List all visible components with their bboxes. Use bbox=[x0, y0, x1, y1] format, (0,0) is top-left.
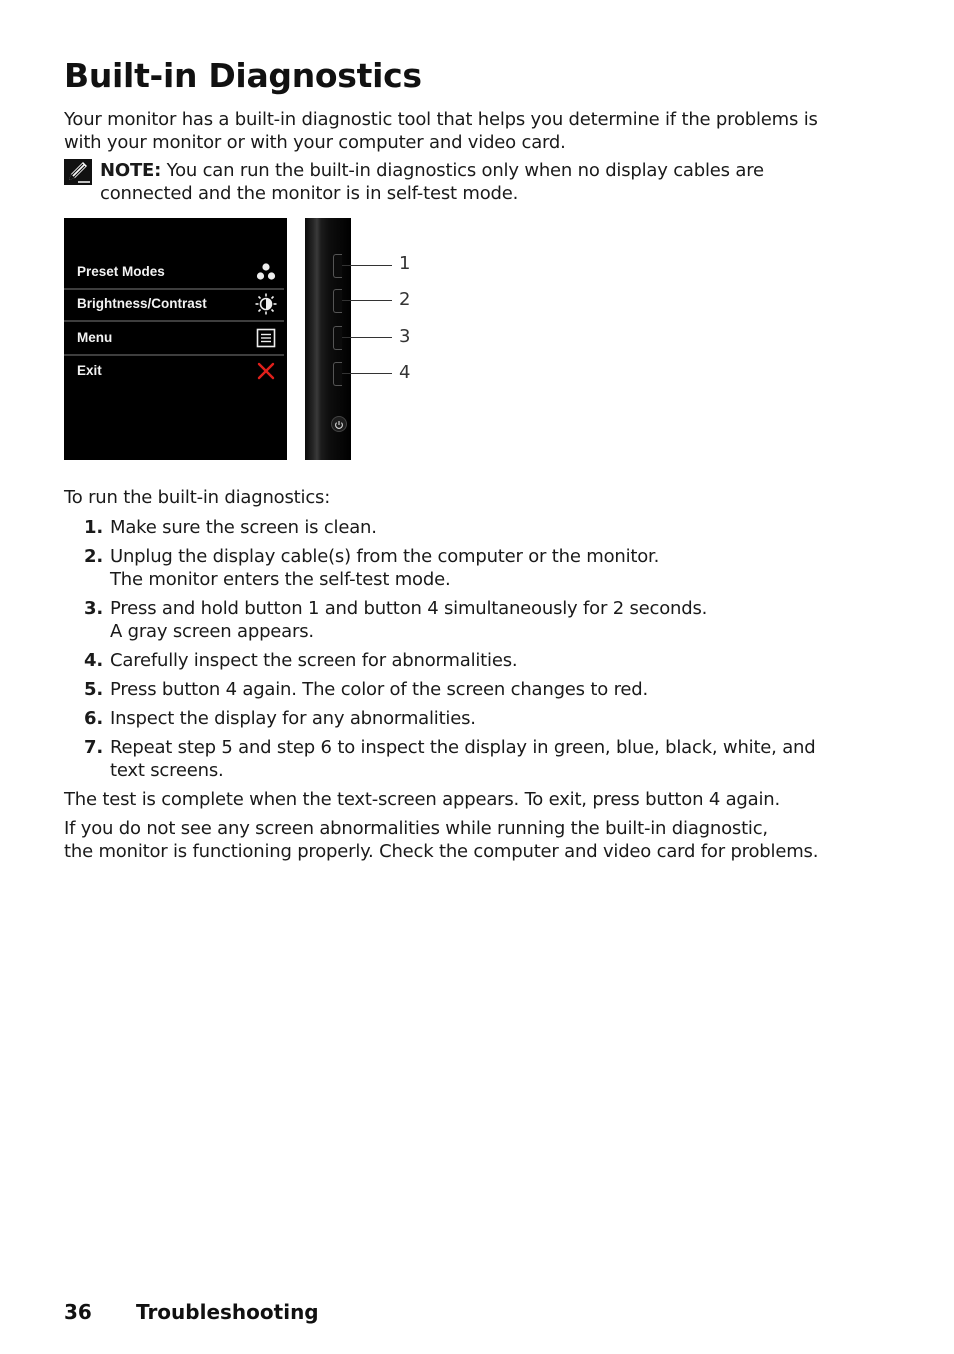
callout-line-4 bbox=[342, 373, 392, 374]
step-item bbox=[84, 649, 816, 672]
footer-page-number: 36 bbox=[64, 1300, 92, 1324]
step-text: Inspect the display for any abnormalities. bbox=[110, 708, 476, 729]
exit-x-icon bbox=[255, 360, 277, 382]
step-item bbox=[84, 736, 816, 782]
note-text bbox=[100, 159, 764, 205]
step-number: 4. bbox=[84, 650, 103, 671]
preset-modes-icon bbox=[255, 261, 277, 283]
callout-number: 2 bbox=[399, 289, 411, 310]
step-text: Unplug the display cable(s) from the computer or the monitor. The monitor enters the self-test mode. bbox=[110, 546, 660, 590]
monitor-button-3 bbox=[333, 326, 342, 350]
osd-item-label: Brightness/Contrast bbox=[77, 296, 207, 311]
osd-item-preset-modes bbox=[64, 256, 284, 288]
step-text: Make sure the screen is clean. bbox=[110, 517, 377, 538]
step-number: 3. bbox=[84, 598, 103, 619]
osd-menu-illustration bbox=[64, 218, 287, 460]
monitor-bezel-illustration bbox=[305, 218, 351, 460]
steps-list bbox=[84, 516, 816, 788]
osd-item-label: Menu bbox=[77, 330, 113, 345]
step-number: 6. bbox=[84, 708, 103, 729]
step-item bbox=[84, 707, 816, 730]
note-label: NOTE: bbox=[100, 160, 162, 181]
callout-line-3 bbox=[342, 337, 392, 338]
monitor-button-4 bbox=[333, 362, 342, 386]
osd-item-label: Preset Modes bbox=[77, 264, 165, 279]
callout-number: 3 bbox=[399, 326, 411, 347]
intro-paragraph: Your monitor has a built-in diagnostic tool that helps you determine if the problems is with your monitor or with your computer and video card. bbox=[64, 109, 818, 153]
note-body: You can run the built-in diagnostics only when no display cables are connected and the monitor is in self-test mode. bbox=[100, 160, 764, 204]
callout-line-2 bbox=[342, 300, 392, 301]
osd-item-menu bbox=[64, 322, 284, 354]
final-paragraph: If you do not see any screen abnormalities while running the built-in diagnostic, the monitor is functioning properly. Check the computer and video card for problems. bbox=[64, 818, 819, 862]
complete-paragraph: The test is complete when the text-screen appears. To exit, press button 4 again. bbox=[64, 789, 781, 810]
menu-icon bbox=[255, 327, 277, 349]
monitor-button-1 bbox=[333, 254, 342, 278]
brightness-icon bbox=[255, 293, 277, 315]
callout-number: 4 bbox=[399, 362, 411, 383]
callout-line-1 bbox=[342, 265, 392, 266]
step-number: 1. bbox=[84, 517, 103, 538]
step-text: Press and hold button 1 and button 4 simultaneously for 2 seconds. A gray screen appears. bbox=[110, 598, 708, 642]
monitor-button-2 bbox=[333, 289, 342, 313]
step-item bbox=[84, 597, 816, 643]
osd-item-label: Exit bbox=[77, 363, 102, 378]
step-number: 5. bbox=[84, 679, 103, 700]
osd-item-exit bbox=[64, 355, 284, 387]
step-number: 7. bbox=[84, 737, 103, 758]
callout-number: 1 bbox=[399, 253, 411, 274]
step-item bbox=[84, 678, 816, 701]
step-item bbox=[84, 545, 816, 591]
power-icon bbox=[332, 418, 346, 432]
step-number: 2. bbox=[84, 546, 103, 567]
step-item bbox=[84, 516, 816, 539]
step-text: Press button 4 again. The color of the screen changes to red. bbox=[110, 679, 648, 700]
note-pencil-icon bbox=[64, 159, 92, 185]
page-title: Built-in Diagnostics bbox=[64, 56, 422, 95]
osd-item-brightness-contrast bbox=[64, 288, 284, 320]
step-text: Carefully inspect the screen for abnormalities. bbox=[110, 650, 518, 671]
step-text: Repeat step 5 and step 6 to inspect the display in green, blue, black, white, and text screens. bbox=[110, 737, 816, 781]
power-button-icon bbox=[331, 416, 347, 432]
run-intro: To run the built-in diagnostics: bbox=[64, 487, 331, 508]
footer-section-title: Troubleshooting bbox=[136, 1300, 319, 1324]
